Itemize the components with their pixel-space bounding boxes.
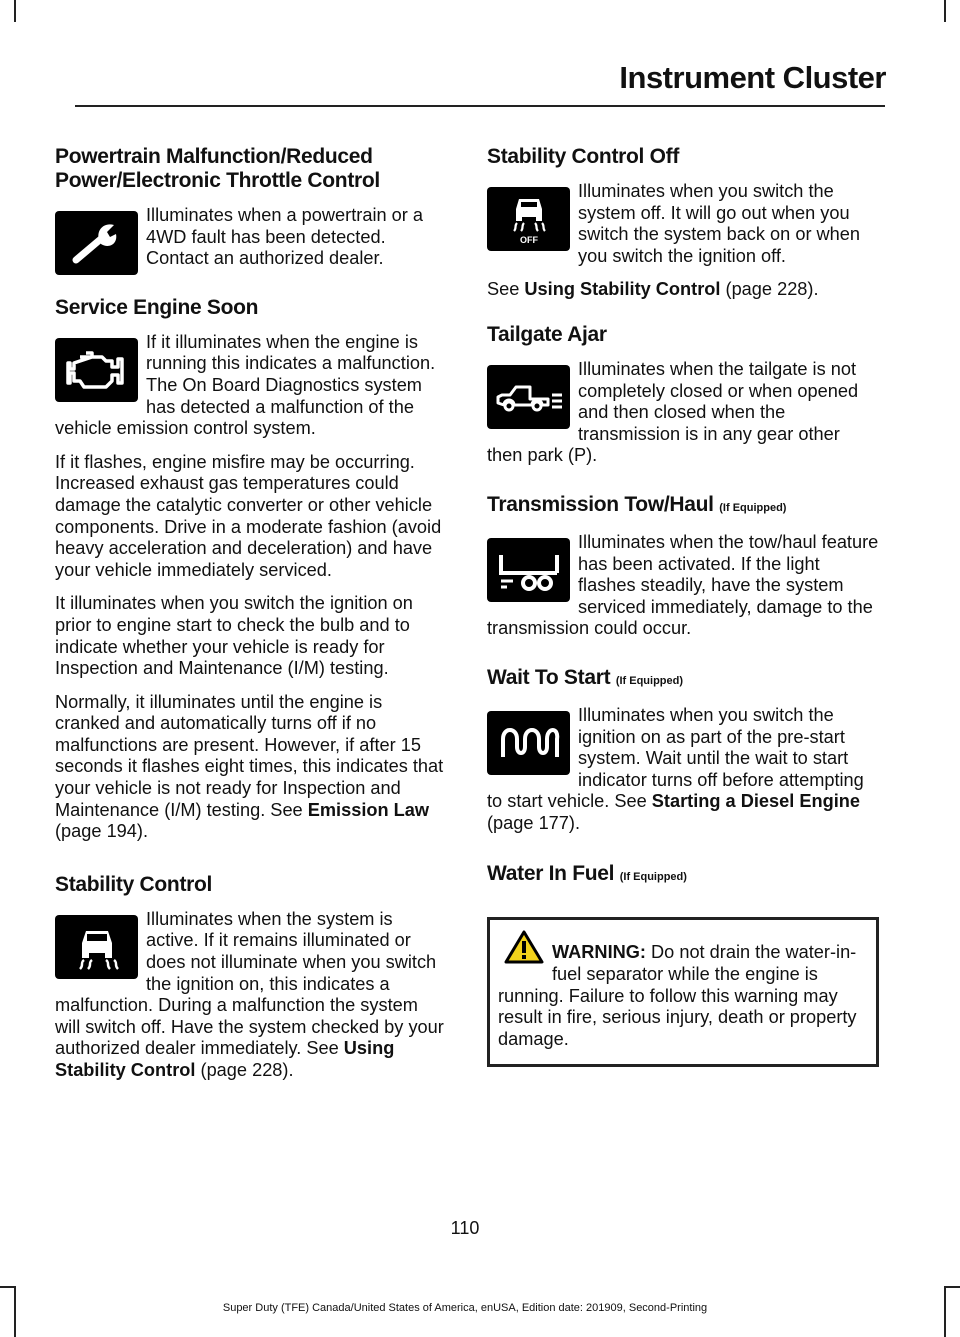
section-heading [487,493,879,520]
using-stability-control-link[interactable]: Using Stability Control [55,1038,395,1080]
right-column [487,145,879,1077]
powertrain-section [55,145,447,282]
tow-haul-icon [487,538,570,602]
starting-diesel-engine-link[interactable]: Starting a Diesel Engine [651,791,860,812]
left-column [55,145,447,1104]
section-heading: Tailgate Ajar [487,322,607,346]
warning-triangle-icon [504,930,544,964]
page-number: 110 [450,1218,480,1238]
wait-to-start-section [487,666,879,847]
tailgate-section [487,323,879,479]
service-engine-text-1: If it illuminates when the engine is running this indicates a malfunction. The On Board Diagnostics system has detected a malfunction of the vehicle emission control system. [55,331,436,439]
service-engine-text-3: It illuminates when you switch the ignition on prior to engine start to check the bulb and to indicate whether your vehicle is ready for Inspection and Maintenance (I/M) testing. [55,593,413,679]
section-heading: Stability Control Off [487,145,680,168]
section-heading: Powertrain Malfunction/Reduced Power/Electronic Throttle Control [55,145,380,192]
tow-haul-text: Illuminates when the tow/haul feature has been activated. If the light flashes steadily, have the system serviced immediately, damage to the transmission could occur. [487,531,879,639]
crop-mark [14,0,16,22]
text-span: Normally, it illuminates until the engine is cranked and automatically turns off if no malfunctions are present. However, if after 15 seconds it flashes eight times, this indicates that your vehicle is not ready for Inspection and Maintenance (I/M) testing. See [55,691,444,820]
section-heading: Stability Control [55,872,213,896]
heading-text: Transmission Tow/Haul [487,492,714,516]
text-span: See [487,279,525,300]
equipped-note: (If Equipped) [719,501,787,514]
header-divider [75,105,885,107]
tailgate-text: Illuminates when the tailgate is not completely closed or when opened and then closed when the transmission is in any gear other then park (P). [487,358,859,466]
water-in-fuel-section [487,862,879,1067]
equipped-note: (If Equipped) [619,871,687,884]
stability-control-icon [55,915,138,979]
warning-text: Do not drain the water-in-fuel separator while the engine is running. Failure to follow this warning may result in fire, serious injury, death or property damage. [498,942,857,1049]
wrench-icon [55,211,138,275]
section-heading [487,666,879,693]
text-span: (page 228). [195,1060,294,1080]
service-engine-section [55,296,447,855]
stability-off-text: Illuminates when you switch the system off. It will go out when you switch the system back on or when you switch the ignition off. [578,181,861,266]
powertrain-text: Illuminates when a powertrain or a 4WD fault has been detected. Contact an authorized dealer. [146,205,423,269]
text-span: (page 228). [720,279,819,300]
page-title: Instrument Cluster [619,60,886,95]
text-span: Illuminates when you switch the ignition on as part of the pre-start system. Wait until the wait to start indicator turns off before attempting to start vehicle. See [487,704,864,812]
service-engine-text-2: If it flashes, engine misfire may be occurring. Increased exhaust gas temperatures could damage the catalytic converter or other vehicle components. Drive in a moderate fashion (avoid heavy acceleration and deceleration) and have your vehicle immediately serviced. [55,451,442,580]
text-span: (page 177). [487,812,581,833]
heading-text: Wait To Start [487,665,611,689]
crop-mark [0,1286,16,1288]
stability-off-section [487,145,879,313]
stability-control-section [55,873,447,1094]
text-span: (page 194). [55,821,149,842]
stability-off-see [487,279,879,301]
footer-text: Super Duty (TFE) Canada/United States of America, enUSA, Edition date: 201909, Second-Printing [222,1302,708,1314]
equipped-note: (If Equipped) [615,674,684,687]
section-heading: Service Engine Soon [55,295,259,319]
tow-haul-section [487,493,879,652]
warning-box [487,917,879,1067]
crop-mark [944,1286,946,1337]
emission-law-link[interactable]: Emission Law [307,799,430,820]
crop-mark [944,1286,960,1288]
service-engine-text-4 [55,692,447,843]
tailgate-ajar-icon [487,365,570,429]
glow-plug-icon [487,711,570,775]
stability-control-off-icon [487,187,570,251]
off-label: OFF [519,235,538,245]
heading-text: Water In Fuel [487,862,615,886]
warning-label: WARNING: [552,942,646,963]
crop-mark [944,0,946,22]
check-engine-icon [55,338,138,402]
using-stability-control-link[interactable]: Using Stability Control [524,279,721,300]
text-span: Illuminates when the system is active. If it remains illuminated or does not illuminate when you switch the ignition on, this indicates a malfunction. During a malfunction the system will switch off. Have the system checked by your authorized dealer immediately. See [55,908,444,1059]
section-heading [487,862,879,889]
